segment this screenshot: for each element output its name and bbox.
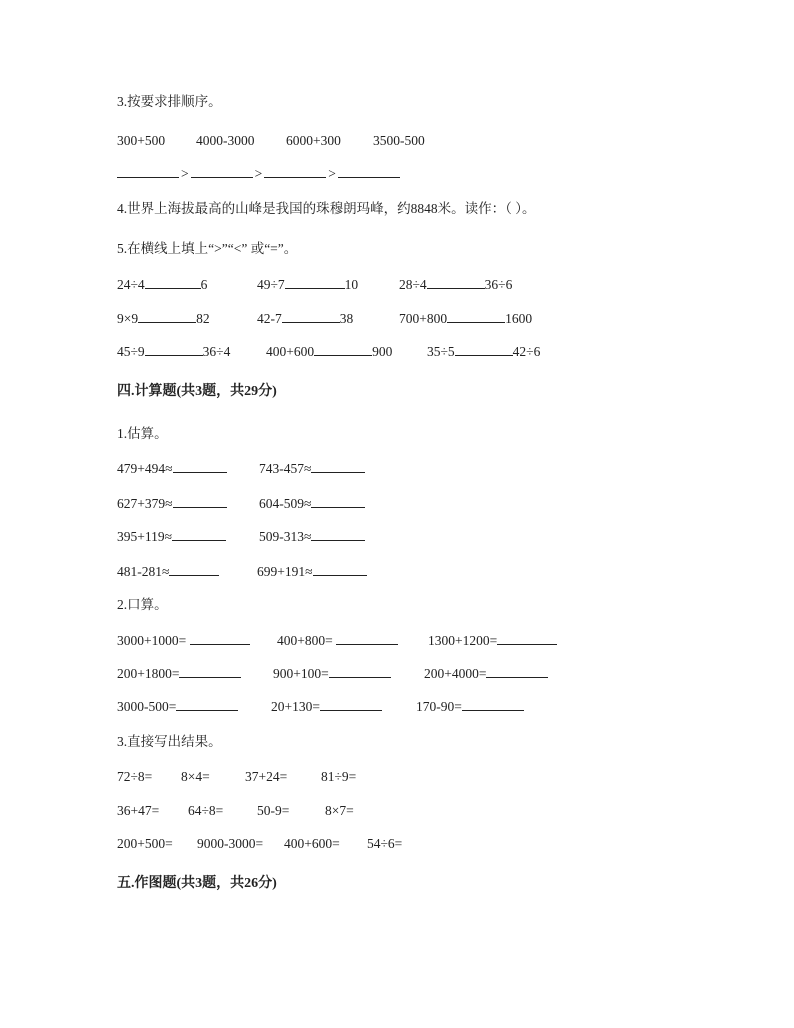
answer-blank[interactable] — [314, 343, 372, 356]
gt-sign: > — [328, 166, 336, 181]
direct-item: 64÷8= — [188, 803, 224, 818]
answer-blank[interactable] — [176, 698, 238, 711]
answer-blank[interactable] — [191, 165, 253, 178]
q3-number-4: 3500-500 — [373, 133, 425, 148]
c3-row-2 — [117, 802, 417, 820]
direct-item: 37+24= — [245, 769, 288, 784]
answer-blank[interactable] — [311, 460, 365, 473]
answer-blank[interactable] — [427, 276, 485, 289]
answer-blank[interactable] — [313, 563, 367, 576]
answer-blank[interactable] — [138, 310, 196, 323]
c1-row-2 — [117, 495, 417, 513]
oral-item: 20+130= — [271, 698, 382, 716]
oral-item: 400+800= — [277, 632, 398, 650]
gt-sign: > — [254, 166, 263, 181]
oral-item: 200+1800= — [117, 665, 241, 683]
compare-item: 45÷9 36÷4 — [117, 344, 231, 359]
q3-numbers — [117, 132, 517, 150]
c2-row-3 — [117, 698, 597, 716]
estimate-item: 395+119≈ — [117, 528, 226, 546]
compare-item: 42-7 38 — [257, 311, 354, 326]
answer-blank[interactable] — [172, 528, 226, 541]
oral-item: 200+4000= — [424, 665, 548, 683]
answer-blank[interactable] — [264, 165, 326, 178]
direct-item: 36+47= — [117, 803, 160, 818]
direct-item: 9000-3000= — [197, 836, 264, 851]
c3-title: 3.直接写出结果。 — [117, 734, 222, 749]
compare-item: 28÷4 36÷6 — [399, 277, 513, 292]
answer-blank[interactable] — [447, 310, 505, 323]
estimate-item: 699+191≈ — [257, 563, 367, 581]
compare-item: 9×9 82 — [117, 311, 210, 326]
q5-row-1 — [117, 276, 617, 294]
oral-item: 1300+1200= — [428, 632, 557, 650]
oral-item: 170-90= — [416, 698, 524, 716]
answer-blank[interactable] — [179, 665, 241, 678]
answer-blank[interactable] — [338, 165, 400, 178]
q3-answer-row — [117, 165, 400, 183]
direct-item: 200+500= — [117, 836, 173, 851]
c2-title: 2.口算。 — [117, 597, 168, 612]
answer-blank[interactable] — [169, 563, 219, 576]
c3-row-3 — [117, 835, 437, 853]
estimate-item: 509-313≈ — [259, 528, 365, 546]
q5-title: 5.在横线上填上“>”“<” 或“=”。 — [117, 241, 298, 256]
q3-title: 3.按要求排顺序。 — [117, 94, 222, 109]
section-4-heading: 四.计算题(共3题，共29分) — [117, 384, 277, 399]
answer-blank[interactable] — [145, 343, 203, 356]
estimate-item: 743-457≈ — [259, 460, 365, 478]
answer-blank[interactable] — [173, 460, 227, 473]
c1-row-3 — [117, 528, 417, 546]
oral-item: 900+100= — [273, 665, 391, 683]
answer-blank[interactable] — [285, 276, 345, 289]
section-5-heading: 五.作图题(共3题，共26分) — [117, 876, 277, 891]
answer-blank[interactable] — [336, 632, 398, 645]
oral-item: 3000-500= — [117, 698, 238, 716]
direct-item: 8×4= — [181, 769, 210, 784]
estimate-item: 604-509≈ — [259, 495, 365, 513]
direct-item: 8×7= — [325, 803, 354, 818]
estimate-item: 627+379≈ — [117, 495, 227, 513]
answer-blank[interactable] — [455, 343, 513, 356]
q3-number-1: 300+500 — [117, 133, 166, 148]
c1-row-1 — [117, 460, 417, 478]
answer-blank[interactable] — [190, 632, 250, 645]
direct-item: 54÷6= — [367, 836, 403, 851]
estimate-item: 481-281≈ — [117, 563, 219, 581]
estimate-item: 479+494≈ — [117, 460, 227, 478]
direct-item: 50-9= — [257, 803, 290, 818]
q4-text: 4.世界上海拔最高的山峰是我国的珠穆朗玛峰，约8848米。读作：（ ）。 — [117, 201, 536, 216]
c1-title: 1.估算。 — [117, 426, 168, 441]
c3-row-1 — [117, 768, 417, 786]
compare-item: 49÷7 10 — [257, 277, 359, 292]
answer-blank[interactable] — [329, 665, 391, 678]
compare-item: 400+600 900 — [266, 344, 393, 359]
answer-blank[interactable] — [173, 495, 227, 508]
direct-item: 81÷9= — [321, 769, 357, 784]
compare-item: 35÷5 42÷6 — [427, 344, 541, 359]
compare-item: 700+800 1600 — [399, 311, 533, 326]
answer-blank[interactable] — [486, 665, 548, 678]
q5-row-3 — [117, 343, 617, 361]
q3-number-2: 4000-3000 — [196, 133, 255, 148]
gt-sign: > — [181, 166, 189, 181]
answer-blank[interactable] — [282, 310, 340, 323]
c2-row-2 — [117, 665, 597, 683]
answer-blank[interactable] — [320, 698, 382, 711]
answer-blank[interactable] — [497, 632, 557, 645]
direct-item: 72÷8= — [117, 769, 153, 784]
c1-row-4 — [117, 563, 417, 581]
answer-blank[interactable] — [311, 528, 365, 541]
q3-number-3: 6000+300 — [286, 133, 341, 148]
direct-item: 400+600= — [284, 836, 340, 851]
answer-blank[interactable] — [462, 698, 524, 711]
q5-row-2 — [117, 310, 617, 328]
compare-item: 24÷4 6 — [117, 277, 208, 292]
c2-row-1 — [117, 632, 597, 650]
answer-blank[interactable] — [117, 165, 179, 178]
answer-blank[interactable] — [145, 276, 201, 289]
oral-item: 3000+1000= — [117, 632, 250, 650]
answer-blank[interactable] — [311, 495, 365, 508]
